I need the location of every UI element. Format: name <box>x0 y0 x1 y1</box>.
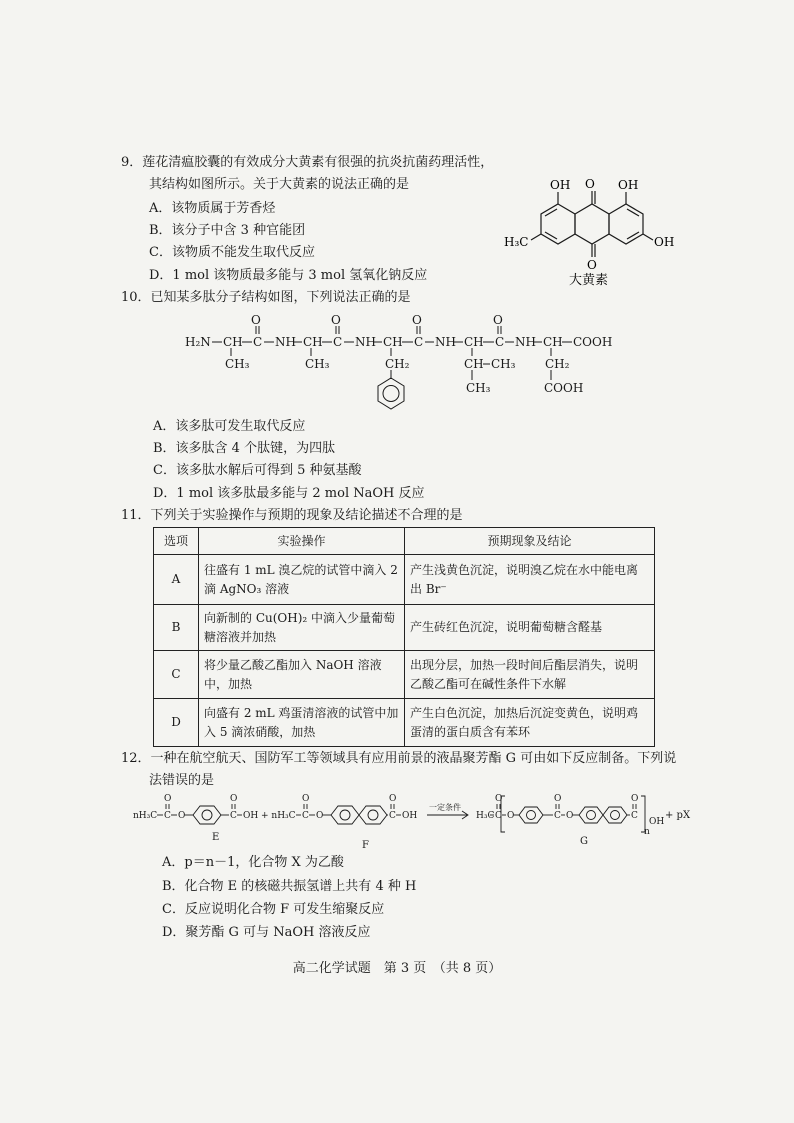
q12-option-a: A．p＝n－1，化合物 X 为乙酸 <box>162 855 344 870</box>
reaction-o-8: O <box>507 811 515 821</box>
peptide-ch-4: CH <box>464 335 484 349</box>
q11-header-option: 选项 <box>154 528 199 555</box>
q9-option-a: A．该物质属于芳香烃 <box>149 201 276 216</box>
q12-option-d: D．聚芳酯 G 可与 NaOH 溶液反应 <box>162 925 371 940</box>
q9-stem-line1: 9．莲花清瘟胶囊的有效成分大黄素有很强的抗炎抗菌药理活性， <box>121 155 494 170</box>
q10-option-d: D．1 mol 该多肽最多能与 2 mol NaOH 反应 <box>153 486 425 501</box>
reaction-c-1: C <box>164 811 171 821</box>
reaction-h3c-g: H₃C <box>476 811 495 821</box>
reaction-label-e: E <box>212 832 220 843</box>
q11-header-operation: 实验操作 <box>199 528 405 555</box>
reaction-c-7: C <box>631 811 638 821</box>
peptide-ch3-2: CH₃ <box>305 357 330 371</box>
reaction-plus-px: + pX <box>665 810 691 821</box>
q11-stem: 11．下列关于实验操作与预期的现象及结论描述不合理的是 <box>121 508 463 523</box>
peptide-c-1: C <box>253 335 263 349</box>
reaction-oh-2: OH <box>402 811 418 821</box>
peptide-ch-val: CH <box>464 357 484 371</box>
q11-row-a-operation: 往盛有 1 mL 溴乙烷的试管中滴入 2 滴 AgNO₃ 溶液 <box>199 555 405 605</box>
peptide-h2n: H₂N <box>185 335 211 349</box>
emodin-oh-top-right: OH <box>618 178 639 192</box>
q11-header-result: 预期现象及结论 <box>405 528 655 555</box>
table-row <box>154 651 655 699</box>
emodin-structure <box>498 174 678 289</box>
q11-table <box>153 527 655 747</box>
peptide-nh-1: NH <box>275 335 296 349</box>
q12-stem-line1: 12．一种在航空航天、国防军工等领域具有应用前景的液晶聚芳酯 G 可由如下反应制备。下列说 <box>121 751 677 766</box>
reaction-c-2: C <box>230 811 237 821</box>
emodin-o-top: O <box>585 177 595 191</box>
peptide-c-4: C <box>495 335 505 349</box>
reaction-o-10: O <box>566 811 574 821</box>
peptide-o-2: O <box>331 313 341 327</box>
page-footer: 高二化学试题 第 3 页 （共 8 页） <box>292 961 502 976</box>
q10-stem: 10．已知某多肽分子结构如图，下列说法正确的是 <box>121 290 411 305</box>
q12-reaction <box>133 790 693 850</box>
peptide-ch-2: CH <box>303 335 323 349</box>
emodin-oh-right: OH <box>654 235 675 249</box>
q11-row-d-operation: 向盛有 2 mL 鸡蛋清溶液的试管中加入 5 滴浓硝酸，加热 <box>199 699 405 747</box>
reaction-oh-1: OH <box>243 811 259 821</box>
peptide-ch3-1: CH₃ <box>225 357 250 371</box>
table-row <box>154 555 655 605</box>
reaction-plus-n-h3c: + nH₃C <box>261 811 296 821</box>
q11-row-d-result: 产生白色沉淀，加热后沉淀变黄色，说明鸡蛋清的蛋白质含有苯环 <box>405 699 655 747</box>
peptide-nh-3: NH <box>435 335 456 349</box>
peptide-o-1: O <box>251 313 261 327</box>
reaction-o-2: O <box>178 811 186 821</box>
peptide-ch3-val-1: CH₃ <box>491 357 516 371</box>
q11-row-b-operation: 向新制的 Cu(OH)₂ 中滴入少量葡萄糖溶液并加热 <box>199 605 405 651</box>
reaction-c-5: C <box>495 811 502 821</box>
peptide-o-4: O <box>493 313 503 327</box>
q11-row-a-result: 产生浅黄色沉淀，说明溴乙烷在水中能电离出 Br⁻ <box>405 555 655 605</box>
reaction-o-3: O <box>230 794 238 804</box>
peptide-ch3-val-2: CH₃ <box>466 381 491 395</box>
peptide-o-3: O <box>412 313 422 327</box>
peptide-c-3: C <box>414 335 424 349</box>
q11-row-b-result: 产生砖红色沉淀，说明葡萄糖含醛基 <box>405 605 655 651</box>
reaction-o-7: O <box>495 794 503 804</box>
peptide-ch-5: CH <box>543 335 563 349</box>
peptide-ch2-phe: CH₂ <box>385 357 410 371</box>
peptide-cooh-side: COOH <box>544 381 584 395</box>
reaction-condition: 一定条件 <box>429 803 461 812</box>
reaction-label-f: F <box>362 840 369 850</box>
q11-row-d-label: D <box>154 699 199 747</box>
reaction-label-g: G <box>580 836 588 847</box>
reaction-o-5: O <box>316 811 324 821</box>
reaction-o-4: O <box>302 794 310 804</box>
reaction-o-1: O <box>164 794 172 804</box>
peptide-ch-3: CH <box>383 335 403 349</box>
emodin-o-bottom: O <box>587 258 597 272</box>
q11-row-a-label: A <box>154 555 199 605</box>
q9-stem-line2: 其结构如图所示。关于大黄素的说法正确的是 <box>149 177 410 192</box>
reaction-c-6: C <box>554 811 561 821</box>
peptide-cooh-end: COOH <box>573 335 613 349</box>
table-row <box>154 699 655 747</box>
q9-option-d: D．1 mol 该物质最多能与 3 mol 氢氧化钠反应 <box>149 268 428 283</box>
reaction-subscript-n: n <box>644 827 650 837</box>
emodin-oh-top-left: OH <box>550 178 571 192</box>
reaction-o-11: O <box>631 794 639 804</box>
reaction-o-6: O <box>389 794 397 804</box>
peptide-nh-4: NH <box>515 335 536 349</box>
q11-row-c-label: C <box>154 651 199 699</box>
q12-option-c: C．反应说明化合物 F 可发生缩聚反应 <box>162 902 385 917</box>
peptide-ch2-asp: CH₂ <box>545 357 570 371</box>
reaction-oh-3: OH <box>649 817 665 827</box>
peptide-c-2: C <box>333 335 343 349</box>
reaction-o-9: O <box>554 794 562 804</box>
q10-option-c: C．该多肽水解后可得到 5 种氨基酸 <box>153 463 362 478</box>
q12-option-b: B．化合物 E 的核磁共振氢谱上共有 4 种 H <box>162 879 417 894</box>
q11-row-b-label: B <box>154 605 199 651</box>
peptide-structure <box>185 312 625 412</box>
q11-row-c-result: 出现分层，加热一段时间后酯层消失，说明乙酸乙酯可在碱性条件下水解 <box>405 651 655 699</box>
q11-row-c-operation: 将少量乙酸乙酯加入 NaOH 溶液中，加热 <box>199 651 405 699</box>
q12-stem-line2: 法错误的是 <box>149 773 215 788</box>
q9-option-b: B．该分子中含 3 种官能团 <box>149 223 306 238</box>
q9-option-c: C．该物质不能发生取代反应 <box>149 245 315 260</box>
q10-option-a: A．该多肽可发生取代反应 <box>153 419 306 434</box>
reaction-c-3: C <box>302 811 309 821</box>
emodin-ch3: H₃C <box>504 235 529 249</box>
peptide-ch-1: CH <box>223 335 243 349</box>
emodin-caption: 大黄素 <box>569 273 609 288</box>
q10-option-b: B．该多肽含 4 个肽键，为四肽 <box>153 441 336 456</box>
q11-table-header <box>154 528 655 555</box>
reaction-c-4: C <box>389 811 396 821</box>
table-row <box>154 605 655 651</box>
peptide-nh-2: NH <box>355 335 376 349</box>
reaction-n-h3c: nH₃C <box>133 811 158 821</box>
